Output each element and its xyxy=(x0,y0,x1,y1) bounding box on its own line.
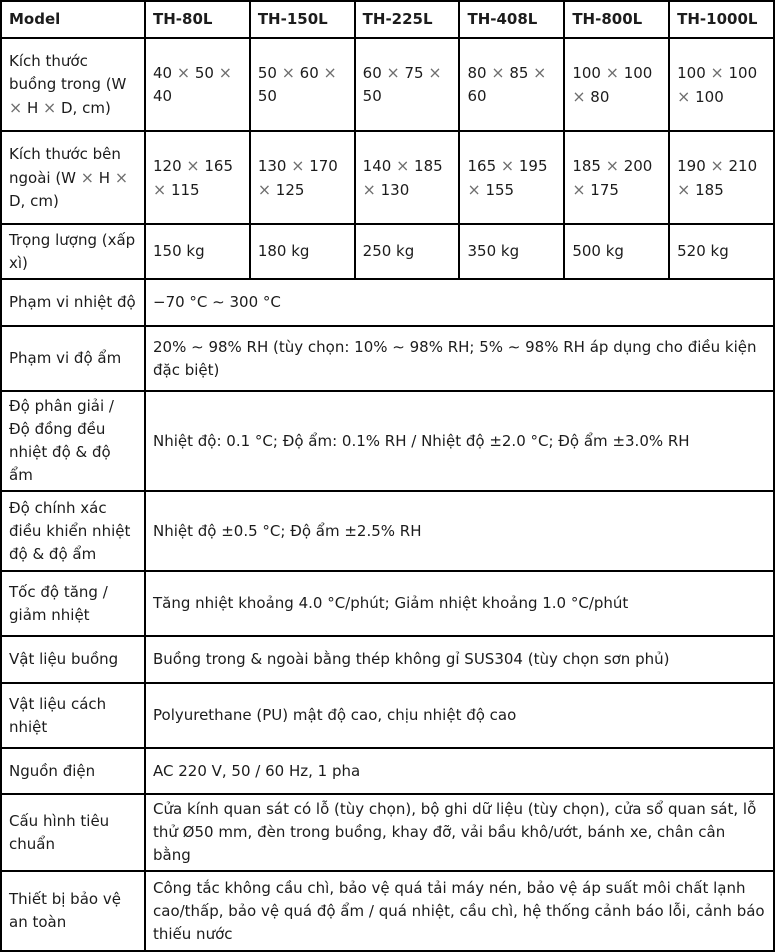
spec-label-control-accuracy: Độ chính xác điều khiển nhiệt độ & độ ẩm xyxy=(1,491,145,571)
inner-dimension-cell: 40 × 50 × 40 xyxy=(145,38,250,131)
inner-dimension-cell: 100 × 100 × 80 xyxy=(564,38,669,131)
header-cell-th-80l: TH-80L xyxy=(145,1,250,38)
table-row-safety-devices xyxy=(1,871,774,951)
spec-label-chamber-material: Vật liệu buồng xyxy=(1,636,145,683)
outer-dimension-cell: 120 × 165 × 115 xyxy=(145,131,250,224)
spec-value-safety-devices: Công tắc không cầu chì, bảo vệ quá tải máy nén, bảo vệ áp suất môi chất lạnh cao/thấp, bảo vệ quá độ ẩm / quá nhiệt, cầu chì, hệ thống cảnh báo lỗi, cảnh báo thiếu nước xyxy=(145,871,774,951)
inner-dimension-cell: 80 × 85 × 60 xyxy=(459,38,564,131)
spec-label-resolution-uniformity: Độ phân giải / Độ đồng đều nhiệt độ & độ ẩm xyxy=(1,391,145,491)
spec-value-chamber-material: Buồng trong & ngoài bằng thép không gỉ SUS304 (tùy chọn sơn phủ) xyxy=(145,636,774,683)
header-cell-th-150l: TH-150L xyxy=(250,1,355,38)
outer-dimension-cell: 165 × 195 × 155 xyxy=(459,131,564,224)
spec-value-insulation-material: Polyurethane (PU) mật độ cao, chịu nhiệt độ cao xyxy=(145,683,774,748)
table-row-control-accuracy xyxy=(1,491,774,571)
table-row-inner-dimensions xyxy=(1,38,774,131)
inner-dimension-cell: 50 × 60 × 50 xyxy=(250,38,355,131)
spec-value-control-accuracy: Nhiệt độ ±0.5 °C; Độ ẩm ±2.5% RH xyxy=(145,491,774,571)
weight-cell: 500 kg xyxy=(564,224,669,279)
spec-label-safety-devices: Thiết bị bảo vệ an toàn xyxy=(1,871,145,951)
table-row-weight xyxy=(1,224,774,279)
table-row-resolution-uniformity xyxy=(1,391,774,491)
header-row xyxy=(1,1,774,38)
weight-cell: 350 kg xyxy=(459,224,564,279)
header-cell-model: Model xyxy=(1,1,145,38)
spec-label-heating-cooling-rate: Tốc độ tăng / giảm nhiệt xyxy=(1,571,145,636)
spec-label-insulation-material: Vật liệu cách nhiệt xyxy=(1,683,145,748)
outer-dimension-cell: 190 × 210 × 185 xyxy=(669,131,774,224)
spec-label-standard-configuration: Cấu hình tiêu chuẩn xyxy=(1,794,145,871)
weight-cell: 150 kg xyxy=(145,224,250,279)
outer-dimension-cell: 140 × 185 × 130 xyxy=(355,131,460,224)
header-cell-th-800l: TH-800L xyxy=(564,1,669,38)
spec-value-heating-cooling-rate: Tăng nhiệt khoảng 4.0 °C/phút; Giảm nhiệt khoảng 1.0 °C/phút xyxy=(145,571,774,636)
table-row-humidity-range xyxy=(1,326,774,391)
inner-dimension-cell: 60 × 75 × 50 xyxy=(355,38,460,131)
outer-dimension-cell: 130 × 170 × 125 xyxy=(250,131,355,224)
outer-dimension-cell: 185 × 200 × 175 xyxy=(564,131,669,224)
row-label-outer-dimensions: Kích thước bên ngoài (W × H × D, cm) xyxy=(1,131,145,224)
table-row-power-supply xyxy=(1,748,774,794)
spec-value-standard-configuration: Cửa kính quan sát có lỗ (tùy chọn), bộ ghi dữ liệu (tùy chọn), cửa sổ quan sát, lỗ thử Ø50 mm, đèn trong buồng, khay đỡ, vải bầu khô/ướt, bánh xe, chân cân bằng xyxy=(145,794,774,871)
weight-cell: 180 kg xyxy=(250,224,355,279)
header-cell-th-408l: TH-408L xyxy=(459,1,564,38)
table-row-chamber-material xyxy=(1,636,774,683)
table-row-heating-cooling-rate xyxy=(1,571,774,636)
table-row-insulation-material xyxy=(1,683,774,748)
spec-label-power-supply: Nguồn điện xyxy=(1,748,145,794)
spec-value-resolution-uniformity: Nhiệt độ: 0.1 °C; Độ ẩm: 0.1% RH / Nhiệt độ ±2.0 °C; Độ ẩm ±3.0% RH xyxy=(145,391,774,491)
header-cell-th-225l: TH-225L xyxy=(355,1,460,38)
row-label-inner-dimensions: Kích thước buồng trong (W × H × D, cm) xyxy=(1,38,145,131)
spec-value-humidity-range: 20% ∼ 98% RH (tùy chọn: 10% ∼ 98% RH; 5% ∼ 98% RH áp dụng cho điều kiện đặc biệt) xyxy=(145,326,774,391)
spec-value-temperature-range: −70 °C ∼ 300 °C xyxy=(145,279,774,326)
weight-cell: 520 kg xyxy=(669,224,774,279)
table-row-temperature-range xyxy=(1,279,774,326)
spec-label-temperature-range: Phạm vi nhiệt độ xyxy=(1,279,145,326)
header-cell-th-1000l: TH-1000L xyxy=(669,1,774,38)
spec-label-humidity-range: Phạm vi độ ẩm xyxy=(1,326,145,391)
row-label-weight: Trọng lượng (xấp xì) xyxy=(1,224,145,279)
spec-value-power-supply: AC 220 V, 50 / 60 Hz, 1 pha xyxy=(145,748,774,794)
table-row-standard-configuration xyxy=(1,794,774,871)
weight-cell: 250 kg xyxy=(355,224,460,279)
inner-dimension-cell: 100 × 100 × 100 xyxy=(669,38,774,131)
table-row-outer-dimensions xyxy=(1,131,774,224)
